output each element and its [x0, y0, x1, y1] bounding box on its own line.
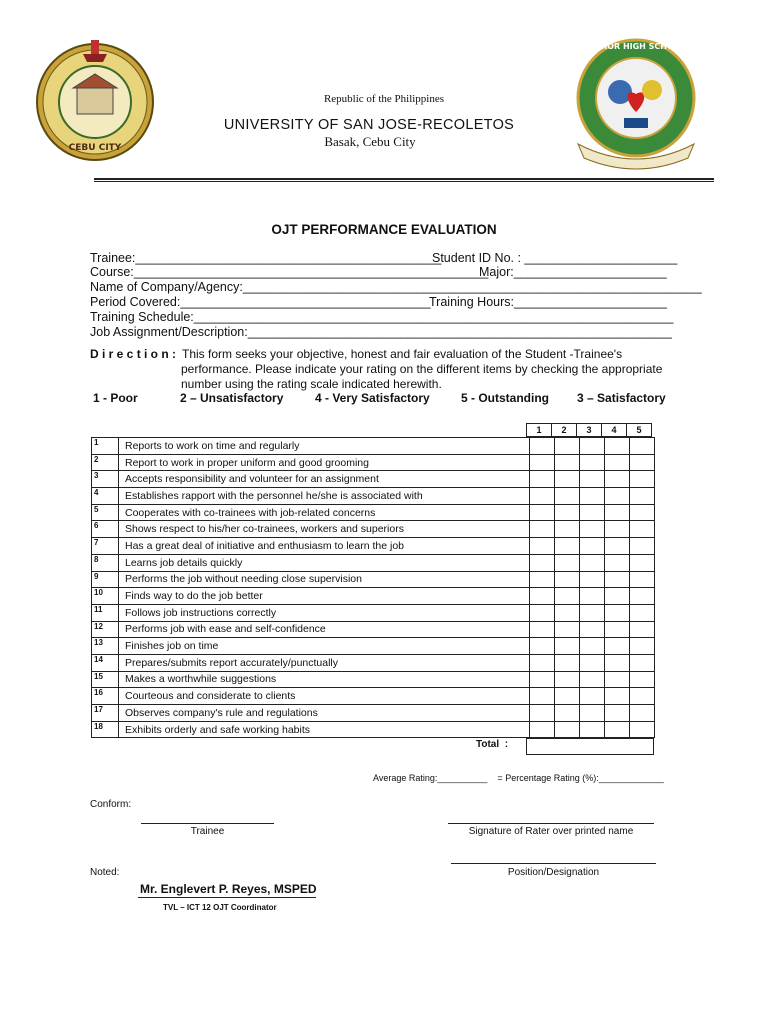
table-row	[92, 554, 655, 571]
rating-checkbox-2[interactable]	[555, 471, 580, 488]
rating-checkbox-5[interactable]	[630, 554, 655, 571]
rating-checkbox-3[interactable]	[580, 721, 605, 738]
rating-checkbox-4[interactable]	[605, 488, 630, 505]
criterion-text: Exhibits orderly and safe working habits	[119, 721, 530, 738]
scale-satisfactory: 3 – Satisfactory	[577, 391, 666, 405]
course-field[interactable]: Course:___________________________________________________	[90, 265, 489, 279]
criterion-number: 14	[92, 654, 119, 671]
rating-checkbox-2[interactable]	[555, 438, 580, 455]
criterion-number: 2	[92, 454, 119, 471]
rating-checkbox-2[interactable]	[555, 604, 580, 621]
rating-checkbox-1[interactable]	[530, 454, 555, 471]
trainee-signature-caption: Trainee	[190, 826, 225, 837]
direction-line-2: performance. Please indicate your rating on the different items by checking the appropriate	[181, 362, 663, 376]
rating-checkbox-4[interactable]	[605, 705, 630, 722]
rating-checkbox-4[interactable]	[605, 454, 630, 471]
svg-text:CEBU CITY: CEBU CITY	[68, 143, 122, 153]
rating-checkbox-1[interactable]	[530, 654, 555, 671]
criterion-text: Finds way to do the job better	[119, 588, 530, 605]
university-name: UNIVERSITY OF SAN JOSE-RECOLETOS	[223, 117, 515, 133]
rating-checkbox-3[interactable]	[580, 621, 605, 638]
rating-checkbox-3[interactable]	[580, 705, 605, 722]
criterion-text: Finishes job on time	[119, 638, 530, 655]
rating-checkbox-1[interactable]	[530, 571, 555, 588]
header-rule	[94, 178, 714, 180]
direction-line-3: number using the rating scale indicated herewith.	[181, 377, 442, 391]
rating-checkbox-2[interactable]	[555, 554, 580, 571]
direction-label: D i r e c t i o n :	[90, 347, 177, 361]
republic-line: Republic of the Philippines	[323, 93, 445, 105]
rating-checkbox-4[interactable]	[605, 588, 630, 605]
rating-checkbox-5[interactable]	[630, 654, 655, 671]
scale-outstanding: 5 - Outstanding	[461, 391, 549, 405]
total-box[interactable]	[526, 738, 654, 755]
criterion-text: Has a great deal of initiative and enthusiasm to learn the job	[119, 538, 530, 555]
table-row	[92, 488, 655, 505]
rating-checkbox-4[interactable]	[605, 638, 630, 655]
criterion-number: 10	[92, 588, 119, 605]
rating-checkbox-2[interactable]	[555, 504, 580, 521]
scale-very-satisfactory: 4 - Very Satisfactory	[315, 391, 430, 405]
criterion-number: 8	[92, 554, 119, 571]
rating-checkbox-4[interactable]	[605, 604, 630, 621]
rating-checkbox-3[interactable]	[580, 471, 605, 488]
svg-text:SENIOR HIGH SCHOOL: SENIOR HIGH SCHOOL	[586, 42, 686, 51]
criterion-text: Makes a worthwhile suggestions	[119, 671, 530, 688]
rating-checkbox-5[interactable]	[630, 671, 655, 688]
trainee-signature-line[interactable]	[141, 823, 274, 824]
criterion-text: Performs job with ease and self-confidence	[119, 621, 530, 638]
criterion-text: Reports to work on time and regularly	[119, 438, 530, 455]
rating-checkbox-2[interactable]	[555, 621, 580, 638]
table-row	[92, 621, 655, 638]
header-rule-thin	[94, 181, 714, 182]
rating-checkbox-5[interactable]	[630, 604, 655, 621]
rating-checkbox-5[interactable]	[630, 588, 655, 605]
direction-line-1: This form seeks your objective, honest and fair evaluation of the Student -Trainee's	[182, 347, 623, 361]
table-row	[92, 638, 655, 655]
criterion-number: 1	[92, 438, 119, 455]
rating-checkbox-1[interactable]	[530, 604, 555, 621]
table-row	[92, 654, 655, 671]
major-field[interactable]: Major:______________________	[479, 265, 667, 279]
criterion-number: 15	[92, 671, 119, 688]
conform-label: Conform:	[90, 799, 132, 810]
rating-checkbox-3[interactable]	[580, 538, 605, 555]
rating-checkbox-5[interactable]	[630, 688, 655, 705]
rating-checkbox-2[interactable]	[555, 654, 580, 671]
table-row	[92, 504, 655, 521]
rating-checkbox-1[interactable]	[530, 504, 555, 521]
position-caption: Position/Designation	[507, 867, 600, 878]
rating-checkbox-4[interactable]	[605, 671, 630, 688]
rating-checkbox-5[interactable]	[630, 471, 655, 488]
criteria-table	[91, 437, 655, 738]
rating-checkbox-5[interactable]	[630, 521, 655, 538]
coordinator-title: TVL – ICT 12 OJT Coordinator	[163, 903, 277, 912]
criterion-number: 6	[92, 521, 119, 538]
total-label: Total :	[476, 739, 509, 750]
rating-header: 1	[527, 424, 552, 437]
rating-header: 2	[552, 424, 577, 437]
rating-checkbox-3[interactable]	[580, 638, 605, 655]
table-row	[92, 721, 655, 738]
rating-checkbox-3[interactable]	[580, 504, 605, 521]
table-row	[92, 688, 655, 705]
rating-checkbox-4[interactable]	[605, 571, 630, 588]
rating-checkbox-2[interactable]	[555, 638, 580, 655]
rating-checkbox-3[interactable]	[580, 438, 605, 455]
rating-checkbox-5[interactable]	[630, 488, 655, 505]
rating-checkbox-3[interactable]	[580, 571, 605, 588]
criterion-number: 12	[92, 621, 119, 638]
criterion-number: 16	[92, 688, 119, 705]
rating-checkbox-2[interactable]	[555, 454, 580, 471]
table-row	[92, 538, 655, 555]
rating-checkbox-2[interactable]	[555, 538, 580, 555]
criterion-number: 9	[92, 571, 119, 588]
rating-checkbox-2[interactable]	[555, 721, 580, 738]
rating-checkbox-2[interactable]	[555, 688, 580, 705]
rating-checkbox-5[interactable]	[630, 571, 655, 588]
criterion-text: Shows respect to his/her co-trainees, workers and superiors	[119, 521, 530, 538]
rating-checkbox-5[interactable]	[630, 504, 655, 521]
rating-checkbox-2[interactable]	[555, 521, 580, 538]
criterion-text: Observes company's rule and regulations	[119, 705, 530, 722]
rating-checkbox-5[interactable]	[630, 621, 655, 638]
rating-checkbox-4[interactable]	[605, 538, 630, 555]
table-row	[92, 454, 655, 471]
criterion-number: 7	[92, 538, 119, 555]
rating-checkbox-1[interactable]	[530, 438, 555, 455]
rating-checkbox-1[interactable]	[530, 638, 555, 655]
rating-header-row	[526, 423, 652, 437]
rating-checkbox-4[interactable]	[605, 688, 630, 705]
rating-checkbox-4[interactable]	[605, 438, 630, 455]
rating-checkbox-2[interactable]	[555, 671, 580, 688]
rating-header: 3	[577, 424, 602, 437]
rater-signature-caption: Signature of Rater over printed name	[468, 826, 634, 837]
rating-checkbox-1[interactable]	[530, 688, 555, 705]
criterion-text: Follows job instructions correctly	[119, 604, 530, 621]
rating-checkbox-4[interactable]	[605, 654, 630, 671]
rating-checkbox-2[interactable]	[555, 588, 580, 605]
criterion-text: Performs the job without needing close supervision	[119, 571, 530, 588]
rating-checkbox-5[interactable]	[630, 438, 655, 455]
scale-poor: 1 - Poor	[93, 391, 138, 405]
criterion-text: Prepares/submits report accurately/punctually	[119, 654, 530, 671]
criterion-text: Cooperates with co-trainees with job-related concerns	[119, 504, 530, 521]
rating-checkbox-1[interactable]	[530, 705, 555, 722]
rating-checkbox-3[interactable]	[580, 488, 605, 505]
rating-checkbox-3[interactable]	[580, 521, 605, 538]
criterion-text: Courteous and considerate to clients	[119, 688, 530, 705]
rating-checkbox-1[interactable]	[530, 621, 555, 638]
table-row	[92, 705, 655, 722]
rating-checkbox-1[interactable]	[530, 538, 555, 555]
table-row	[92, 604, 655, 621]
rating-checkbox-3[interactable]	[580, 671, 605, 688]
table-row	[92, 571, 655, 588]
noted-label: Noted:	[90, 867, 120, 878]
rating-checkbox-4[interactable]	[605, 554, 630, 571]
schedule-field[interactable]: Training Schedule:_____________________________________________________________________	[90, 310, 674, 324]
average-rating-line[interactable]: Average Rating:__________ = Percentage Rating (%):_____________	[373, 773, 664, 783]
rating-checkbox-1[interactable]	[530, 471, 555, 488]
rating-checkbox-2[interactable]	[555, 488, 580, 505]
rating-checkbox-4[interactable]	[605, 504, 630, 521]
rater-signature-line[interactable]	[448, 823, 654, 824]
criterion-number: 11	[92, 604, 119, 621]
rating-checkbox-4[interactable]	[605, 721, 630, 738]
position-line[interactable]	[451, 863, 656, 864]
scale-unsatisfactory: 2 – Unsatisfactory	[180, 391, 284, 405]
rating-checkbox-5[interactable]	[630, 638, 655, 655]
table-row	[92, 438, 655, 455]
form-title: OJT PERFORMANCE EVALUATION	[271, 222, 497, 237]
rating-checkbox-5[interactable]	[630, 721, 655, 738]
rating-checkbox-4[interactable]	[605, 471, 630, 488]
rating-checkbox-3[interactable]	[580, 654, 605, 671]
criterion-text: Learns job details quickly	[119, 554, 530, 571]
criterion-number: 5	[92, 504, 119, 521]
coordinator-name: Mr. Englevert P. Reyes, MSPED	[140, 882, 317, 896]
hours-field[interactable]: Training Hours:______________________	[429, 295, 667, 309]
criterion-text: Establishes rapport with the personnel he/she is associated with	[119, 488, 530, 505]
criterion-number: 17	[92, 705, 119, 722]
rating-checkbox-4[interactable]	[605, 521, 630, 538]
rating-checkbox-3[interactable]	[580, 588, 605, 605]
criterion-number: 3	[92, 471, 119, 488]
rating-checkbox-1[interactable]	[530, 488, 555, 505]
rating-checkbox-3[interactable]	[580, 454, 605, 471]
rating-checkbox-2[interactable]	[555, 571, 580, 588]
table-row	[92, 521, 655, 538]
rating-checkbox-5[interactable]	[630, 538, 655, 555]
rating-checkbox-4[interactable]	[605, 621, 630, 638]
company-field[interactable]: Name of Company/Agency:__________________________________________________________________	[90, 280, 702, 294]
period-field[interactable]: Period Covered:____________________________________	[90, 295, 431, 309]
rating-header: 5	[627, 424, 652, 437]
rating-checkbox-2[interactable]	[555, 705, 580, 722]
rating-checkbox-3[interactable]	[580, 604, 605, 621]
table-row	[92, 588, 655, 605]
rating-checkbox-1[interactable]	[530, 521, 555, 538]
table-row	[92, 671, 655, 688]
rating-checkbox-5[interactable]	[630, 454, 655, 471]
rating-checkbox-5[interactable]	[630, 705, 655, 722]
criterion-text: Report to work in proper uniform and good grooming	[119, 454, 530, 471]
student-id-field[interactable]: Student ID No. : ______________________	[432, 251, 678, 265]
rating-checkbox-1[interactable]	[530, 721, 555, 738]
rating-checkbox-3[interactable]	[580, 554, 605, 571]
criterion-text: Accepts responsibility and volunteer for an assignment	[119, 471, 530, 488]
criterion-number: 4	[92, 488, 119, 505]
criterion-number: 13	[92, 638, 119, 655]
coordinator-line	[138, 897, 316, 898]
table-row	[92, 471, 655, 488]
rating-checkbox-1[interactable]	[530, 671, 555, 688]
rating-checkbox-1[interactable]	[530, 554, 555, 571]
rating-header: 4	[602, 424, 627, 437]
rating-checkbox-1[interactable]	[530, 588, 555, 605]
criterion-number: 18	[92, 721, 119, 738]
job-field[interactable]: Job Assignment/Description:_____________________________________________________________	[90, 325, 672, 339]
university-address: Basak, Cebu City	[324, 134, 416, 149]
trainee-field[interactable]: Trainee:____________________________________________	[90, 251, 442, 265]
rating-checkbox-3[interactable]	[580, 688, 605, 705]
